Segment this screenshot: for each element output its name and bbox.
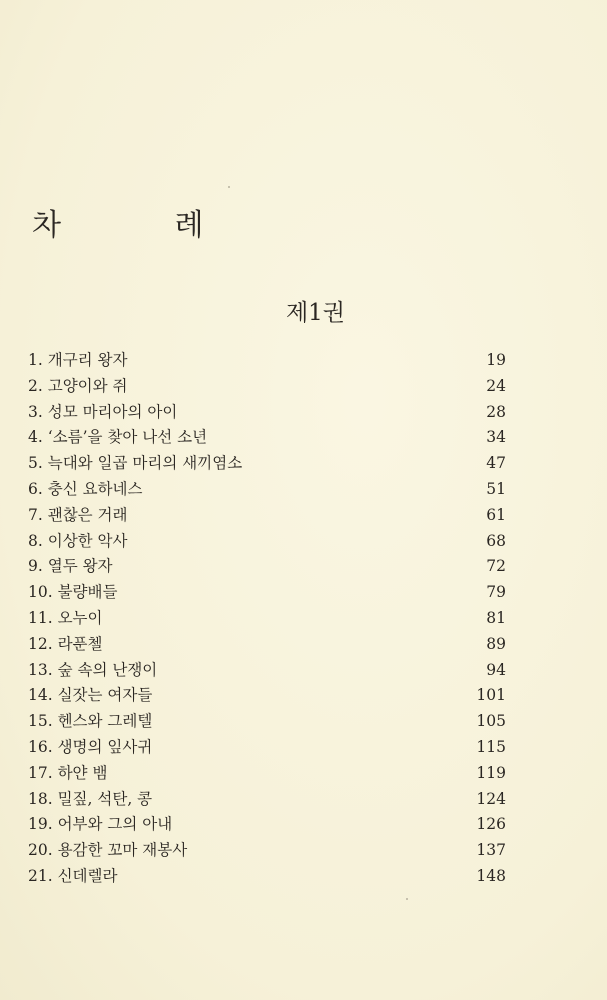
volume-heading: 제1권	[285, 300, 346, 326]
toc-entry	[28, 787, 506, 813]
toc-entry	[28, 529, 506, 555]
paper-speck	[406, 898, 408, 900]
toc-entry-page-number: 105	[476, 712, 506, 731]
toc-entry	[28, 425, 506, 451]
toc-entry	[28, 658, 506, 684]
toc-entry-title: 10. 불량배들	[28, 583, 118, 602]
toc-entry	[28, 735, 506, 761]
toc-entry	[28, 761, 506, 787]
toc-entry-page-number: 89	[486, 634, 506, 653]
table-of-contents	[28, 348, 506, 890]
toc-entry	[28, 554, 506, 580]
toc-entry	[28, 683, 506, 709]
toc-entry	[28, 503, 506, 529]
toc-entry-title: 18. 밀짚, 석탄, 콩	[28, 789, 153, 808]
toc-entry-title: 12. 라푼첼	[28, 634, 103, 653]
toc-entry-page-number: 119	[476, 763, 506, 782]
toc-entry-title: 4. ‘소름’을 찾아 나선 소년	[28, 428, 208, 447]
toc-entry-page-number: 61	[486, 505, 506, 524]
toc-entry-page-number: 137	[476, 841, 506, 860]
toc-entry	[28, 632, 506, 658]
toc-entry	[28, 812, 506, 838]
toc-entry-page-number: 115	[476, 737, 506, 756]
toc-entry-page-number: 28	[486, 402, 506, 421]
toc-entry-page-number: 94	[486, 660, 506, 679]
toc-entry-title: 2. 고양이와 쥐	[28, 376, 128, 395]
toc-entry-title: 8. 이상한 악사	[28, 531, 128, 550]
toc-entry	[28, 477, 506, 503]
paper-speck	[228, 186, 230, 188]
toc-entry-title: 5. 늑대와 일곱 마리의 새끼염소	[28, 454, 243, 473]
toc-entry-title: 6. 충신 요하네스	[28, 479, 143, 498]
toc-entry-page-number: 124	[476, 789, 506, 808]
toc-entry-title: 20. 용감한 꼬마 재봉사	[28, 841, 188, 860]
toc-entry	[28, 864, 506, 890]
toc-entry-title: 15. 헨스와 그레텔	[28, 712, 153, 731]
toc-entry-page-number: 79	[486, 583, 506, 602]
toc-entry-page-number: 72	[486, 557, 506, 576]
toc-entry-title: 16. 생명의 잎사귀	[28, 737, 153, 756]
toc-entry-title: 11. 오누이	[28, 608, 103, 627]
toc-entry-page-number: 148	[476, 866, 506, 885]
toc-entry-title: 21. 신데렐라	[28, 866, 118, 885]
toc-entry-title: 14. 실잣는 여자들	[28, 686, 153, 705]
toc-entry-page-number: 81	[486, 608, 506, 627]
toc-entry-title: 7. 괜찮은 거래	[28, 505, 128, 524]
toc-entry-title: 1. 개구리 왕자	[28, 351, 128, 369]
toc-entry	[28, 709, 506, 735]
toc-entry	[28, 580, 506, 606]
toc-entry	[28, 400, 506, 426]
toc-entry-page-number: 126	[476, 815, 506, 834]
toc-entry-title: 17. 하얀 뱀	[28, 763, 108, 782]
toc-entry-title: 13. 숲 속의 난쟁이	[28, 660, 158, 679]
toc-entry-page-number: 34	[486, 428, 506, 447]
toc-entry-page-number: 101	[476, 686, 506, 705]
toc-entry-title: 3. 성모 마리아의 아이	[28, 402, 178, 421]
toc-entry-page-number: 24	[486, 376, 506, 395]
toc-entry-page-number: 47	[486, 454, 506, 473]
toc-entry-page-number: 68	[486, 531, 506, 550]
toc-entry	[28, 451, 506, 477]
toc-entry	[28, 374, 506, 400]
toc-entry-title: 19. 어부와 그의 아내	[28, 815, 173, 834]
toc-entry	[28, 606, 506, 632]
toc-entry	[28, 348, 506, 374]
page-title: 차 례	[32, 208, 256, 243]
toc-entry-page-number: 19	[486, 351, 506, 369]
toc-entry-page-number: 51	[486, 479, 506, 498]
toc-entry	[28, 838, 506, 864]
toc-entry-title: 9. 열두 왕자	[28, 557, 113, 576]
